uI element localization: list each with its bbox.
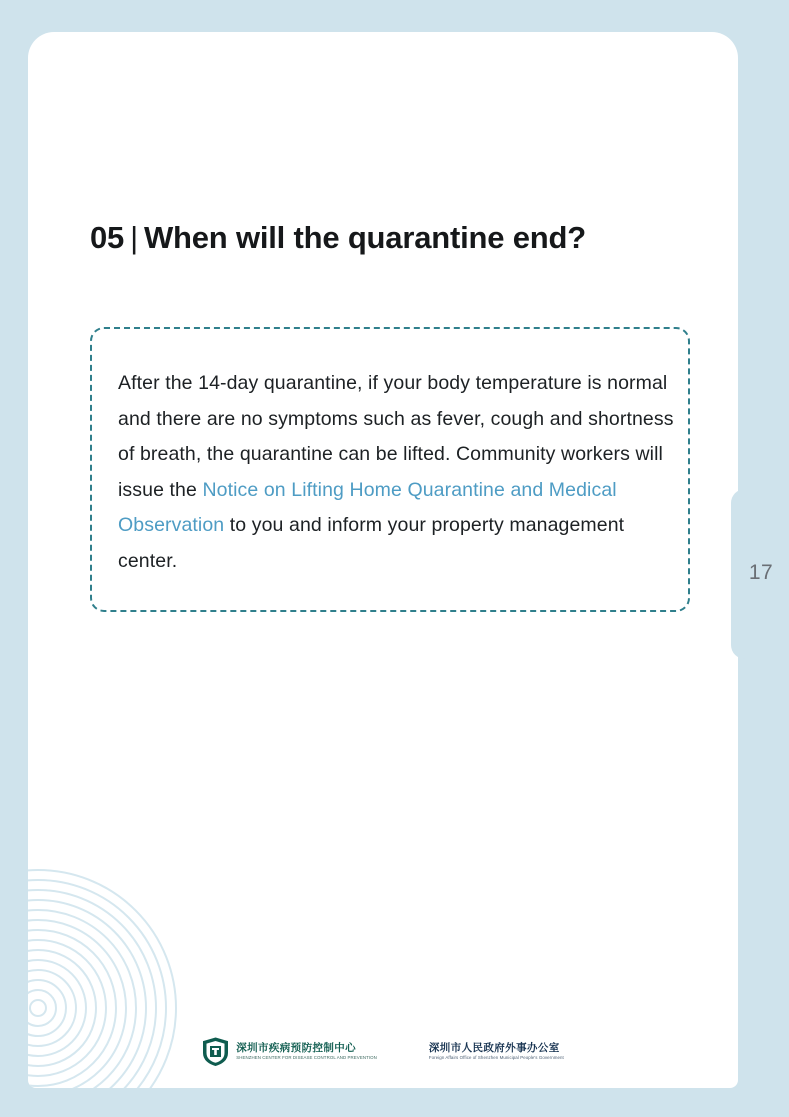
page-number: 17 [748, 561, 774, 584]
section-title: When will the quarantine end? [143, 220, 586, 255]
title-separator: | [130, 220, 138, 255]
logo-fao [429, 1043, 564, 1061]
footer-logos [28, 1037, 738, 1066]
answer-text-part-1: After the 14-day quarantine, if your body temperature is normal and there are no symptoms such as fever, cough and shortness of breath, the quarantine can be lifted. Community workers will issue the [118, 372, 674, 501]
answer-text-part-2: to you and inform your property management center. [118, 514, 625, 572]
page-card [28, 32, 738, 1088]
logo-fao-cn: 深圳市人民政府外事办公室 [428, 1041, 560, 1054]
logo-cdc-cn: 深圳市疾病预防控制中心 [236, 1041, 357, 1054]
shield-cdc-icon [202, 1037, 229, 1066]
logo-cdc-text [236, 1043, 377, 1061]
logo-cdc-en: SHENZHEN CENTER FOR DISEASE CONTROL AND PREVENTION [236, 1054, 377, 1060]
section-number: 05 [90, 220, 125, 255]
logo-fao-text [429, 1043, 564, 1061]
document-title-link: Notice on Lifting Home Quarantine and Medical Observation [118, 478, 617, 536]
logo-fao-en: Foreign Affairs Office of Shenzhen Municipal People's Government [428, 1054, 564, 1060]
answer-text [118, 366, 676, 579]
logo-cdc [202, 1037, 377, 1066]
page-title [90, 220, 586, 256]
